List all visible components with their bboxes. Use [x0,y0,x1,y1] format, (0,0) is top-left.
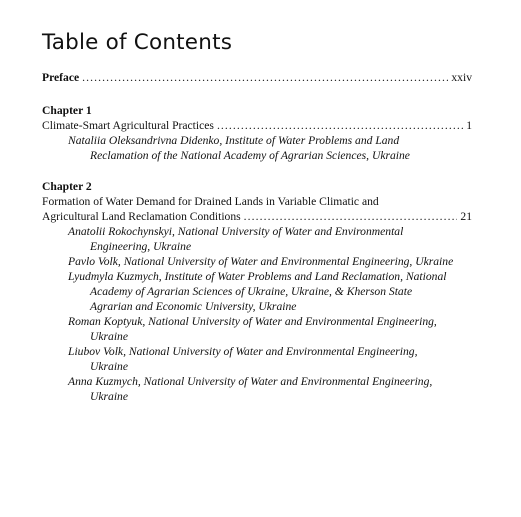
chapter-2-entry [42,179,472,404]
chapter-page-number: 21 [460,210,472,223]
preface-page-number: xxiv [451,71,472,84]
chapter-title-link[interactable] [42,209,472,224]
chapter-title: Climate-Smart Agricultural Practices [42,119,214,132]
author-entry: Lyudmyla Kuzmych, Institute of Water Problems and Land Reclamation, National Academy of Agrarian Sciences of Ukraine, Ukraine, & Kherson State Agrarian and Economic University, Ukraine [68,270,447,313]
page-title: Table of Contents [42,30,233,55]
toc-entries [42,70,472,420]
author-entry: Nataliia Oleksandrivna Didenko, Institute of Water Problems and Land Reclamation of the National Academy of Agrarian Sciences, Ukraine [68,134,410,162]
author-entry: Anna Kuzmych, National University of Water and Environmental Engineering, Ukraine [68,375,433,403]
author-entry: Liubov Volk, National University of Water and Environmental Engineering, Ukraine [68,345,418,373]
leader-dots [244,209,458,224]
preface-label: Preface [42,71,80,84]
author-list [42,224,472,404]
chapter-title-link[interactable] [42,118,472,133]
toc-entry-preface[interactable] [42,70,472,85]
author-list [42,133,472,163]
author-entry: Pavlo Volk, National University of Water and Environmental Engineering, Ukraine [68,255,454,268]
author-entry: Anatolii Rokochynskyi, National University of Water and Environmental Engineering, Ukraine [68,225,404,253]
leader-dots [82,70,448,85]
chapter-heading: Chapter 2 [42,180,92,193]
author-entry: Roman Koptyuk, National University of Water and Environmental Engineering, Ukraine [68,315,437,343]
chapter-title-line-2: Agricultural Land Reclamation Conditions [42,210,241,223]
leader-dots [217,118,463,133]
chapter-heading: Chapter 1 [42,104,92,117]
chapter-1-entry [42,103,472,163]
chapter-title-line-1[interactable]: Formation of Water Demand for Drained Lands in Variable Climatic and [42,195,379,208]
chapter-page-number: 1 [466,119,472,132]
